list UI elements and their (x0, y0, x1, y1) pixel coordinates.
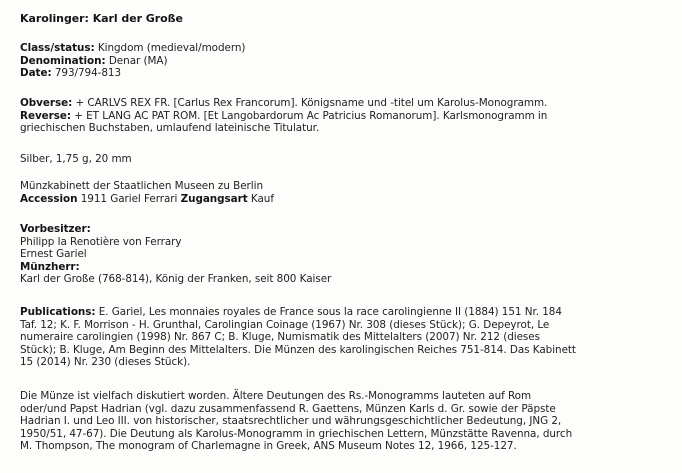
acquisition-type-label: Zugangsart (180, 192, 248, 205)
commentary-section (20, 390, 680, 453)
publications-line: Stück); B. Kluge, Am Beginn des Mittelalters. Die Münzen des karolingischen Reiches 751-814. Das Kabinett (20, 343, 576, 356)
description-section (20, 97, 680, 135)
minting-authority-value: Karl der Große (768-814), König der Franken, seit 800 Kaiser (20, 273, 332, 286)
commentary-line: oder/und Papst Hadrian (vgl. dazu zusammenfassend R. Gaettens, Münzen Karls d. Gr. sowie der Päpste (20, 402, 556, 415)
publications-line: Publications: E. Gariel, Les monnaies royales de France sous la race carolingienne II (1884) 151 Nr. 184 (20, 306, 562, 318)
previous-owners-label: Vorbesitzer (20, 223, 87, 235)
museum-name: Münzkabinett der Staatlichen Museen zu Berlin (20, 180, 263, 192)
collection-section (20, 180, 680, 205)
accession-label: Accession (20, 192, 78, 205)
reverse-label: Reverse: (20, 109, 71, 122)
obverse-row (20, 97, 680, 110)
class-status-value: Kingdom (medieval/modern) (97, 42, 246, 54)
date-value: 793/794-813 (54, 67, 122, 80)
provenance-section: Vorbesitzer: Philipp la Renotière von Ferrary Ernest Gariel Münzherr: Karl der Große (768-814), König der Franken, seit 800 Kaiser (20, 223, 680, 286)
commentary-line: M. Thompson, The monogram of Charlemagne in Greek, ANS Museum Notes 12, 1966, 125-127. (20, 440, 517, 453)
publications-label: Publications: (20, 306, 96, 318)
commentary-line: 1950/51, 47-67). Die Deutung als Karolus-Monogramm in griechischen Lettern, Münzstätte Ravenna, durch (20, 427, 573, 440)
publications-line: 15 (2014) Nr. 230 (dieses Stück). (20, 356, 191, 369)
reverse-text: + ET LANG AC PAT ROM. [Et Langobardorum Ac Patricius Romanorum]. Karlsmonogramm in (74, 109, 548, 122)
denomination-row: Denomination: Denar (MA) (20, 54, 168, 67)
classification-section (20, 42, 680, 80)
class-status-row: Class/status: Kingdom (medieval/modern) (20, 42, 246, 54)
obverse-label: Obverse: (20, 97, 73, 109)
previous-owner-item: Ernest Gariel (20, 248, 87, 261)
denomination-label: Denomination (20, 54, 102, 67)
date-row: Date: 793/794-813 (20, 67, 122, 80)
metal-weight-size: Silber, 1,75 g, 20 mm (20, 153, 132, 165)
reverse-text-continued: griechischen Buchstaben, umlaufend lateinische Titulatur. (20, 122, 320, 135)
obverse-text: + CARLVS REX FR. [Carlus Rex Francorum]. Königsname und -titel um Karolus-Monogramm. (75, 97, 548, 109)
previous-owner-item: Philipp la Renotière von Ferrary (20, 235, 182, 248)
accession-value: 1911 Gariel Ferrari (80, 192, 178, 205)
denomination-value: Denar (MA) (108, 54, 168, 67)
publications-section (20, 306, 680, 369)
acquisition-type-value: Kauf (250, 192, 274, 205)
reverse-row (20, 110, 680, 123)
physical-section (20, 153, 680, 166)
commentary-line: Hadrian I. und Leo III. von historischer, staatsrechtlicher und währungsgeschichtlicher Bedeutung, JNG 2, (20, 415, 562, 428)
class-status-label: Class/status (20, 42, 91, 54)
publications-line: Taf. 12; K. F. Morrison - H. Grunthal, Carolingian Coinage (1967) Nr. 308 (dieses Stück); G. Depeyrot, Le (20, 318, 550, 331)
accession-row (20, 193, 680, 206)
minting-authority-label: Münzherr (20, 260, 76, 273)
title-section (20, 13, 680, 26)
publications-line: numeraire carolingien (1998) Nr. 867 C; B. Kluge, Numismatik des Mittelalters (2007) Nr. 212 (dieses (20, 331, 540, 344)
commentary-line: Die Münze ist vielfach diskutiert worden. Ältere Deutungen des Rs.-Monogramms lauteten auf Rom (20, 390, 532, 402)
date-label: Date (20, 67, 48, 80)
record-title: Karolinger: Karl der Große (20, 12, 183, 25)
